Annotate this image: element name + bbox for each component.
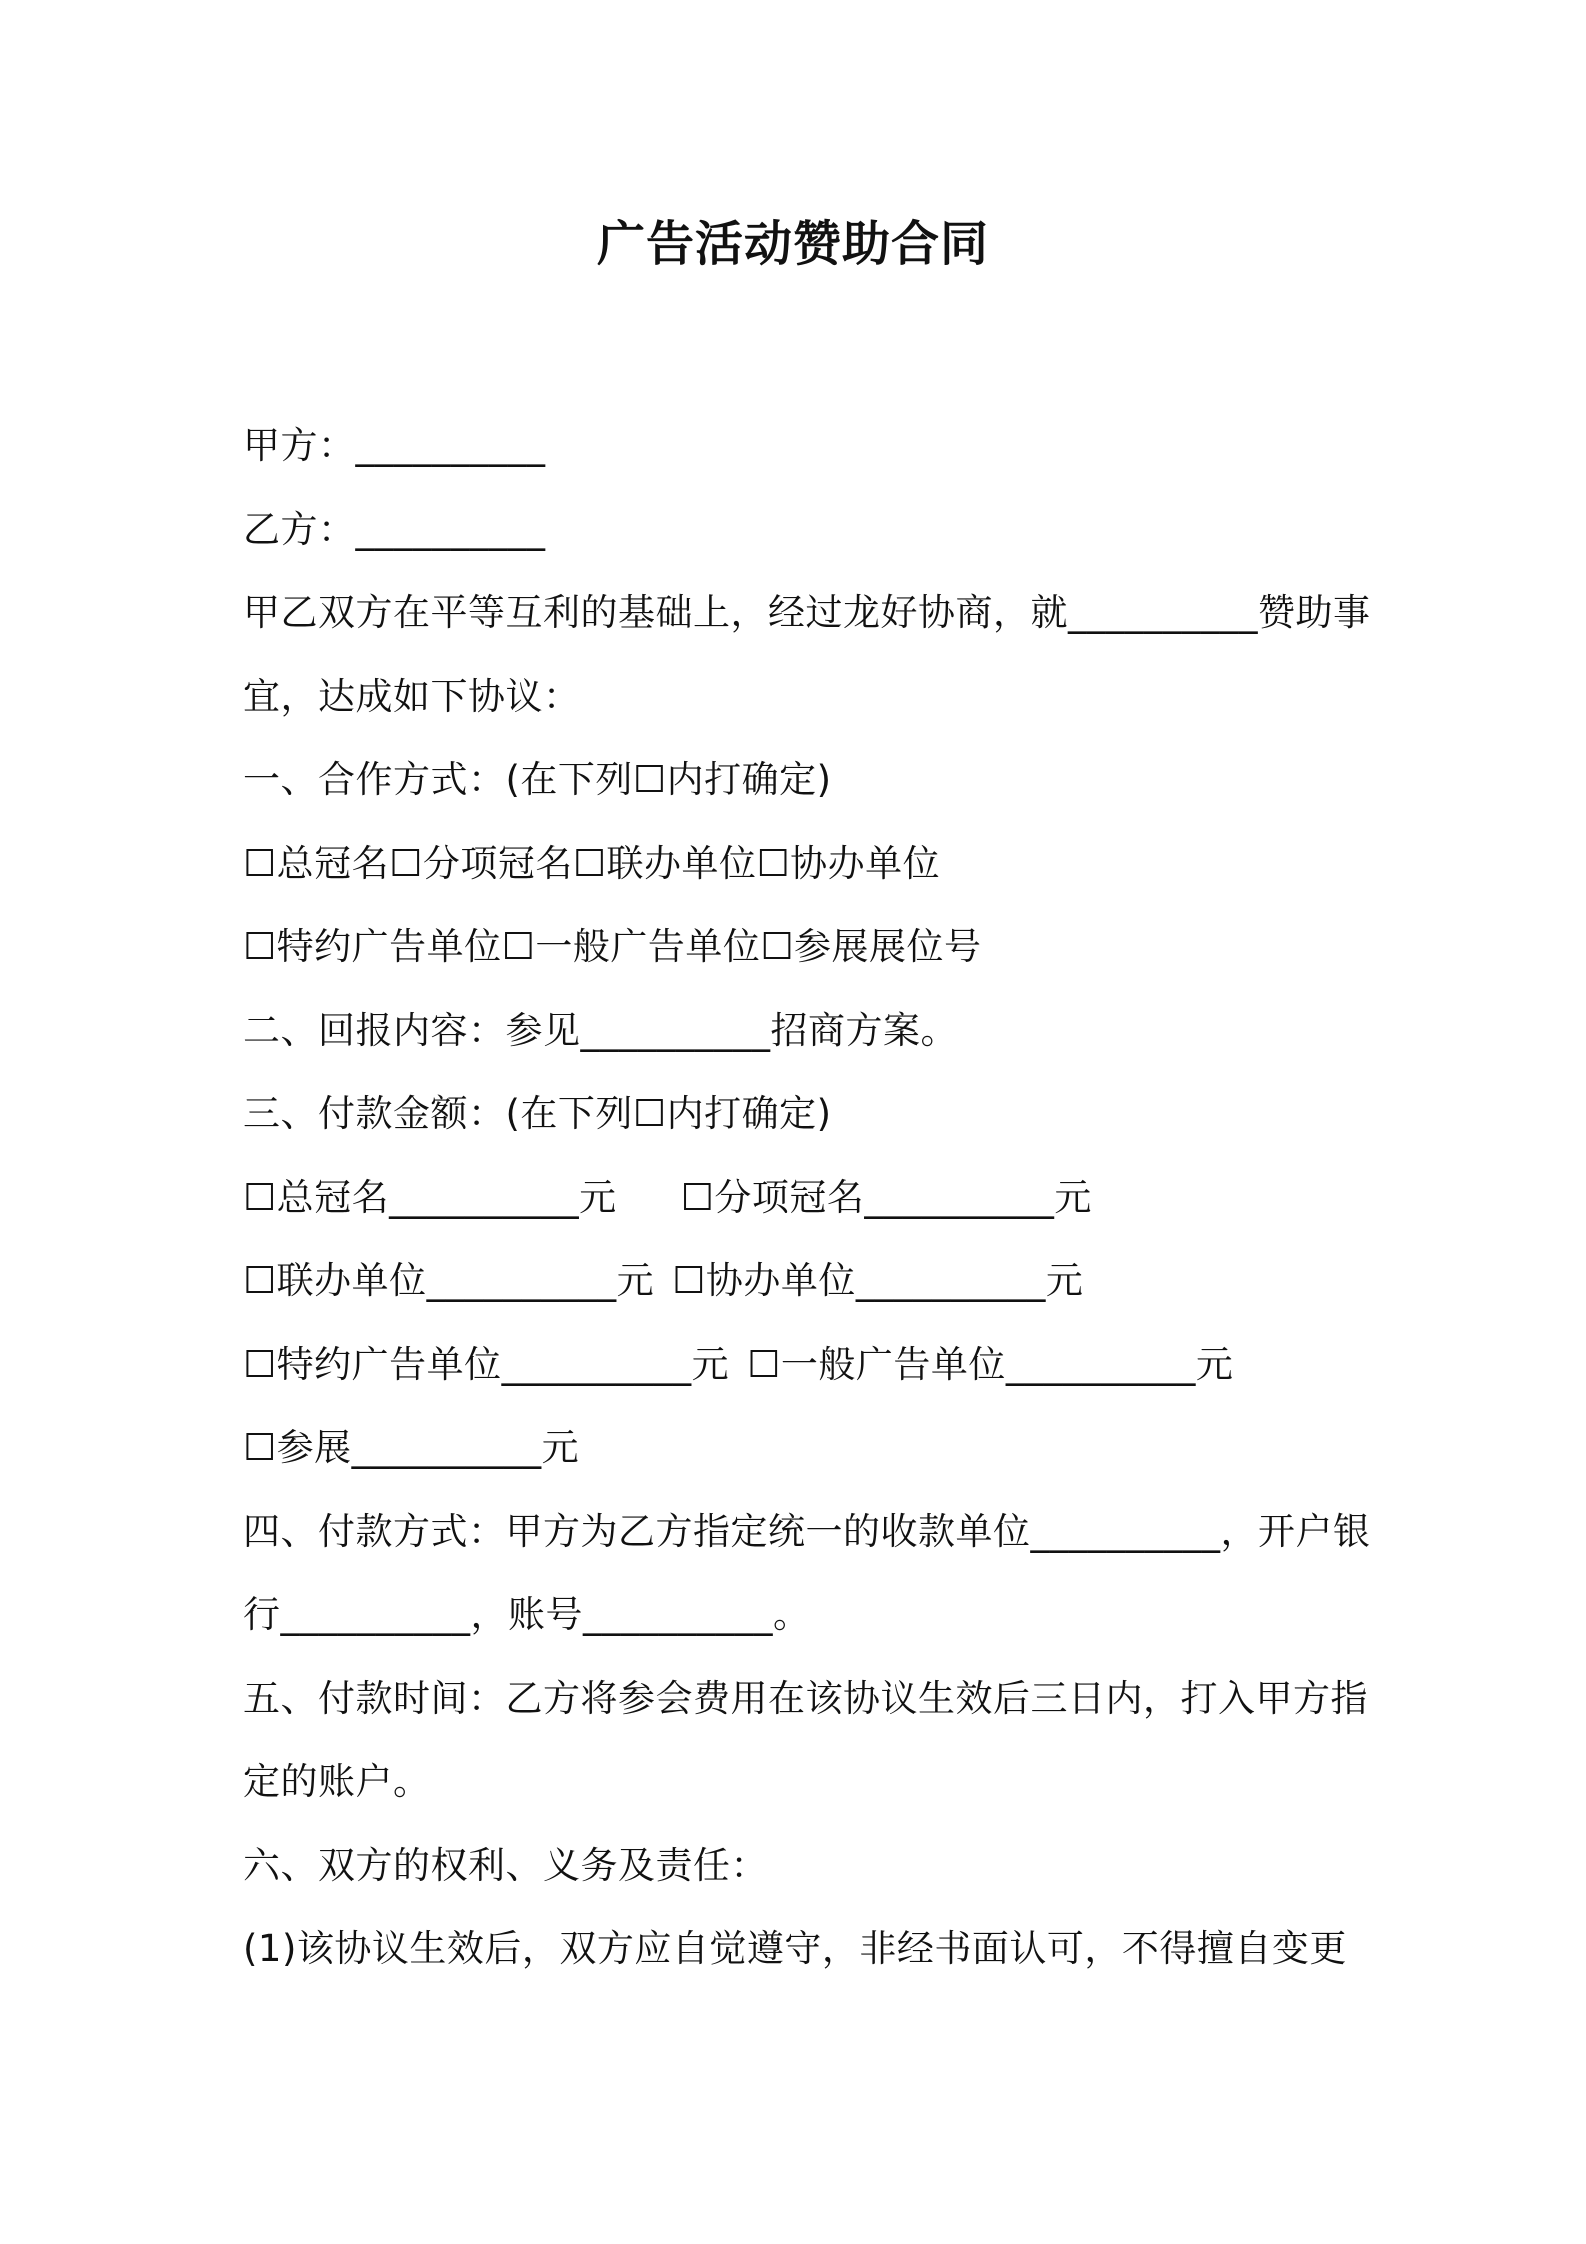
amount-row <box>243 1323 1363 1407</box>
amount-row <box>243 1239 1363 1323</box>
amount-item: ☐特约广告单位__________元 <box>243 1342 730 1386</box>
amount-item: ☐联办单位__________元 <box>243 1259 655 1302</box>
document-title: 广告活动赞助合同 <box>596 216 989 272</box>
amount-item: ☐总冠名__________元 <box>243 1175 617 1219</box>
preamble-line-2: 宜，达成如下协议： <box>243 674 581 718</box>
amount-item: ☐一般广告单位__________元 <box>747 1342 1234 1386</box>
amount-exhibit-line: ☐参展__________元 <box>243 1426 580 1469</box>
party-a-line: 甲方：__________ <box>243 424 546 467</box>
party-b-line: 乙方：__________ <box>243 507 546 551</box>
cooperation-options-2: ☐特约广告单位☐一般广告单位☐参展展位号 <box>243 925 982 968</box>
section-5-line-1: 五、付款时间：乙方将参会费用在该协议生效后三日内，打入甲方指 <box>243 1676 1368 1720</box>
section-5-line-2: 定的账户。 <box>243 1760 431 1803</box>
section-3-heading: 三、付款金额：(在下列☐内打确定) <box>243 1092 832 1135</box>
section-2-line: 二、回报内容：参见__________招商方案。 <box>243 1008 958 1052</box>
section-4-line-1: 四、付款方式：甲方为乙方指定统一的收款单位__________，开户银 <box>243 1509 1371 1553</box>
section-6-heading: 六、双方的权利、义务及责任： <box>243 1843 768 1887</box>
amount-row <box>243 1156 1363 1240</box>
amount-item: ☐协办单位__________元 <box>672 1259 1084 1302</box>
section-6-item-1: (1)该协议生效后，双方应自觉遵守，非经书面认可，不得擅自变更 <box>243 1927 1347 1970</box>
amount-item: ☐分项冠名__________元 <box>680 1175 1092 1219</box>
preamble-line-1: 甲乙双方在平等互利的基础上，经过龙好协商，就__________赞助事 <box>243 591 1371 634</box>
section-1-heading: 一、合作方式：(在下列☐内打确定) <box>243 758 832 801</box>
document-body <box>243 404 1371 1991</box>
section-4-line-2: 行__________，账号__________。 <box>243 1593 811 1636</box>
cooperation-options-1: ☐总冠名☐分项冠名☐联办单位☐协办单位 <box>243 841 941 885</box>
